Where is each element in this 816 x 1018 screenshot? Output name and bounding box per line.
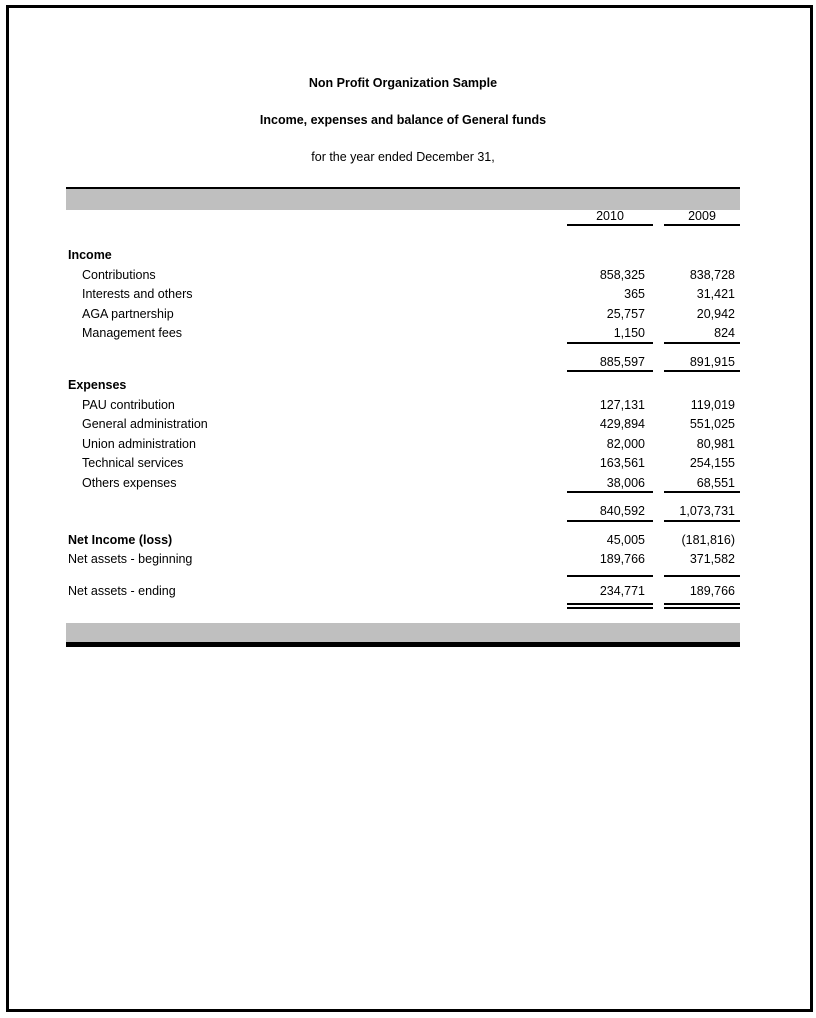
table-row-technical-services bbox=[68, 454, 740, 474]
section-heading-income bbox=[68, 246, 740, 266]
value-2010: 1,150 bbox=[567, 324, 653, 344]
value-2009: 20,942 bbox=[696, 306, 735, 321]
value-2009: (181,816) bbox=[681, 532, 735, 547]
value-2009: 189,766 bbox=[664, 582, 740, 609]
total-2010: 840,592 bbox=[567, 502, 653, 522]
table-row-union-administration bbox=[68, 435, 740, 455]
income-total-row bbox=[68, 353, 740, 373]
table-row-pau-contribution bbox=[68, 396, 740, 416]
line-item-label: AGA partnership bbox=[82, 306, 174, 321]
value-2009: 371,582 bbox=[664, 550, 740, 577]
line-item-label: Others expenses bbox=[82, 475, 177, 490]
value-2009: 254,155 bbox=[689, 456, 735, 470]
net-assets-beginning-label: Net assets - beginning bbox=[68, 552, 193, 566]
top-divider-bar bbox=[66, 187, 740, 210]
total-2009: 891,915 bbox=[664, 353, 740, 373]
net-assets-ending-row bbox=[68, 582, 740, 609]
value-2010: 163,561 bbox=[599, 456, 645, 470]
total-2010: 885,597 bbox=[567, 353, 653, 373]
year-column-header-2009: 2009 bbox=[664, 209, 740, 226]
table-row-interests bbox=[68, 285, 740, 305]
line-item-label: General administration bbox=[82, 417, 208, 431]
value-2010: 365 bbox=[624, 287, 645, 301]
value-2009: 31,421 bbox=[696, 287, 735, 301]
value-2010: 82,000 bbox=[606, 436, 645, 451]
value-2010: 45,005 bbox=[606, 532, 645, 547]
statement-table bbox=[68, 209, 740, 609]
section-heading-label: Expenses bbox=[68, 378, 127, 392]
spacer bbox=[68, 493, 740, 502]
value-2010: 858,325 bbox=[599, 267, 645, 282]
value-2010: 429,894 bbox=[599, 417, 645, 431]
line-item-label: PAU contribution bbox=[82, 397, 175, 412]
line-item-label: Contributions bbox=[82, 267, 156, 282]
year-column-header-2010: 2010 bbox=[567, 209, 653, 226]
header-spacer bbox=[68, 209, 567, 226]
spacer bbox=[68, 226, 740, 246]
table-row-aga-partnership bbox=[68, 305, 740, 325]
net-assets-beginning-row bbox=[68, 550, 740, 577]
table-row-general-administration bbox=[68, 415, 740, 435]
value-2010: 25,757 bbox=[606, 306, 645, 321]
document-subtitle: Income, expenses and balance of General funds bbox=[259, 113, 547, 127]
net-income-row bbox=[68, 531, 740, 551]
value-2009: 119,019 bbox=[690, 397, 735, 412]
value-2009: 80,981 bbox=[696, 436, 735, 451]
table-row-contributions bbox=[68, 266, 740, 286]
net-income-label: Net Income (loss) bbox=[68, 532, 173, 547]
expenses-total-row bbox=[68, 502, 740, 522]
spacer bbox=[68, 344, 740, 353]
table-row-management-fees bbox=[68, 324, 740, 344]
value-2009: 551,025 bbox=[689, 417, 735, 431]
value-2009: 824 bbox=[664, 324, 740, 344]
value-2009: 838,728 bbox=[689, 267, 735, 282]
period-line: for the year ended December 31, bbox=[311, 150, 495, 164]
section-heading-label: Income bbox=[68, 248, 112, 262]
value-2009: 68,551 bbox=[664, 474, 740, 494]
line-item-label: Management fees bbox=[82, 326, 183, 340]
line-item-label: Union administration bbox=[82, 436, 196, 451]
spacer bbox=[68, 522, 740, 531]
line-item-label: Interests and others bbox=[82, 287, 193, 301]
value-2010: 189,766 bbox=[567, 550, 653, 577]
line-item-label: Technical services bbox=[82, 456, 184, 470]
total-2009: 1,073,731 bbox=[664, 502, 740, 522]
document-title: Non Profit Organization Sample bbox=[308, 76, 498, 90]
value-2010: 38,006 bbox=[567, 474, 653, 494]
section-heading-expenses bbox=[68, 376, 740, 396]
value-2010: 234,771 bbox=[567, 582, 653, 609]
value-2010: 127,131 bbox=[599, 397, 645, 412]
table-row-others-expenses bbox=[68, 474, 740, 494]
net-assets-ending-label: Net assets - ending bbox=[68, 584, 176, 598]
bottom-divider-bar bbox=[66, 623, 740, 647]
year-header-row bbox=[68, 209, 740, 226]
